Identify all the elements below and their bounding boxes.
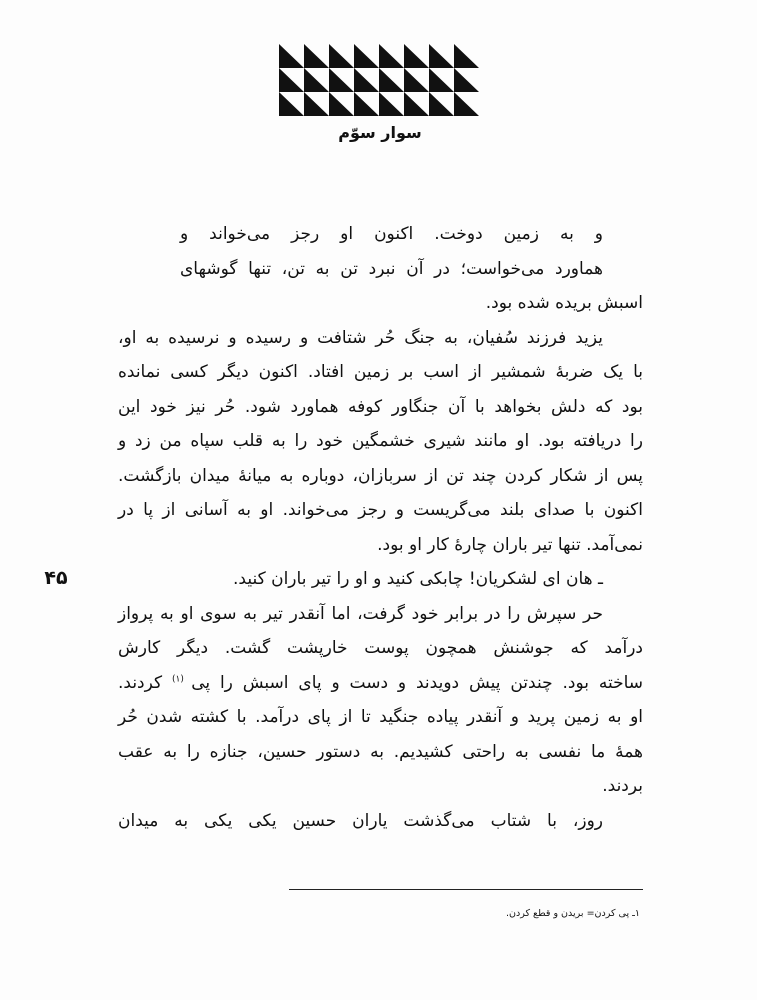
text-line [118, 355, 643, 390]
triangle-pattern-icon [279, 44, 481, 116]
ornament-triangle [354, 92, 379, 116]
text-line [118, 390, 643, 425]
text-line [118, 321, 643, 356]
text-line-content: او به زمین پرید و آنقدر پیاده جنگید تا از پای درآمد. با کشته شدن حُر [118, 707, 643, 727]
chapter-title: سوار سوّم [338, 123, 422, 142]
text-line-content: را دریافته بود. او مانند شیری خشمگین خود را به قلب سپاه من زد و [118, 431, 643, 451]
text-line [118, 597, 643, 632]
text-line [118, 459, 643, 494]
ornament-triangle [354, 44, 379, 68]
text-line-content: حر سپرش را در برابر خود گرفت، اما آنقدر تیر به سوی او به پرواز [118, 603, 603, 624]
ornament-triangle [329, 92, 354, 116]
text-line-content: و به زمین دوخت. اکنون او رجز می‌خواند و [180, 224, 603, 244]
text-line-content: بود که دلش بخواهد با آن جنگاور کوفه هماورد شود. حُر نیز خود این [118, 396, 643, 417]
text-line [180, 217, 603, 252]
text-line-content: اکنون با صدای بلند می‌گریست و رجز می‌خواند. او به آسانی از پا در [118, 500, 643, 520]
text-line-content: یزید فرزند سُفیان، به جنگ حُر شتافت و رسیده و نرسیده به او، [118, 327, 603, 348]
text-line [118, 631, 643, 666]
ornament-triangle [429, 44, 454, 68]
ornament-triangle [329, 68, 354, 92]
text-line-content: اسبش بریده شده بود. [485, 293, 643, 313]
ornament-triangle [379, 44, 404, 68]
footnote-marker: (۱) [171, 673, 192, 684]
text-line-content: همهٔ ما نفسی به راحتی کشیدیم. به دستور حسین، جنازه را به عقب [118, 741, 643, 762]
text-line [118, 769, 643, 804]
text-line [180, 252, 603, 287]
page-number: ۴۵ [44, 567, 68, 589]
text-line-content: روز، با شتاب می‌گذشت یاران حسین یکی یکی به میدان [118, 810, 603, 831]
ornament-triangle [379, 92, 404, 116]
text-line [118, 666, 643, 701]
text-line-content: بردند. [602, 776, 643, 796]
ornament-triangle [329, 44, 354, 68]
text-line [118, 562, 643, 597]
footnote-divider [289, 889, 643, 890]
ornament-triangle [304, 92, 329, 116]
ornament-triangle [404, 44, 429, 68]
ornament-triangle [404, 92, 429, 116]
text-line [118, 493, 643, 528]
text-line [118, 286, 643, 321]
ornament-triangle [279, 44, 304, 68]
text-line-content: با یک ضربهٔ شمشیر از اسب بر زمین افتاد. اکنون دیگر کسی نمانده [118, 362, 643, 382]
body-text [118, 217, 643, 838]
ornament-triangle [304, 44, 329, 68]
text-line-content: پس از شکار کردن چند تن از سربازان، دوباره به میانهٔ میدان بازگشت. [118, 465, 643, 486]
footnote: ۱ـ پی کردن= بریدن و قطع کردن. [506, 908, 640, 919]
ornament-triangle [429, 68, 454, 92]
ornament-triangle [279, 92, 304, 116]
text-line-content: درآمد که جوشنش همچون پوست خارپشت گشت. دیگر کارش [118, 638, 643, 658]
ornament-triangle [454, 92, 479, 116]
text-line-content: ـ هان ای لشکریان! چابکی کنید و او را تیر باران کنید. [233, 569, 603, 589]
text-line [118, 804, 643, 839]
ornament-triangle [354, 68, 379, 92]
ornament-triangle [429, 92, 454, 116]
ornament-triangle [279, 68, 304, 92]
ornament-triangle [304, 68, 329, 92]
ornament-triangle [404, 68, 429, 92]
ornament-triangle [454, 68, 479, 92]
text-line [118, 735, 643, 770]
ornament-triangle [454, 44, 479, 68]
ornament-triangle [379, 68, 404, 92]
text-line-content: ساخته بود. چندتن پیش دویدند و دست و پای اسبش را پی [191, 672, 644, 693]
text-line [118, 700, 643, 735]
text-line [118, 528, 643, 563]
text-line-content: نمی‌آمد. تنها تیر باران چارهٔ کار او بود. [377, 534, 643, 555]
text-line-content: هماورد می‌خواست؛ در آن نبرد تن به تن، تنها گوشهای [180, 258, 603, 279]
text-line [118, 424, 643, 459]
text-line-tail: کردند. [118, 672, 172, 693]
